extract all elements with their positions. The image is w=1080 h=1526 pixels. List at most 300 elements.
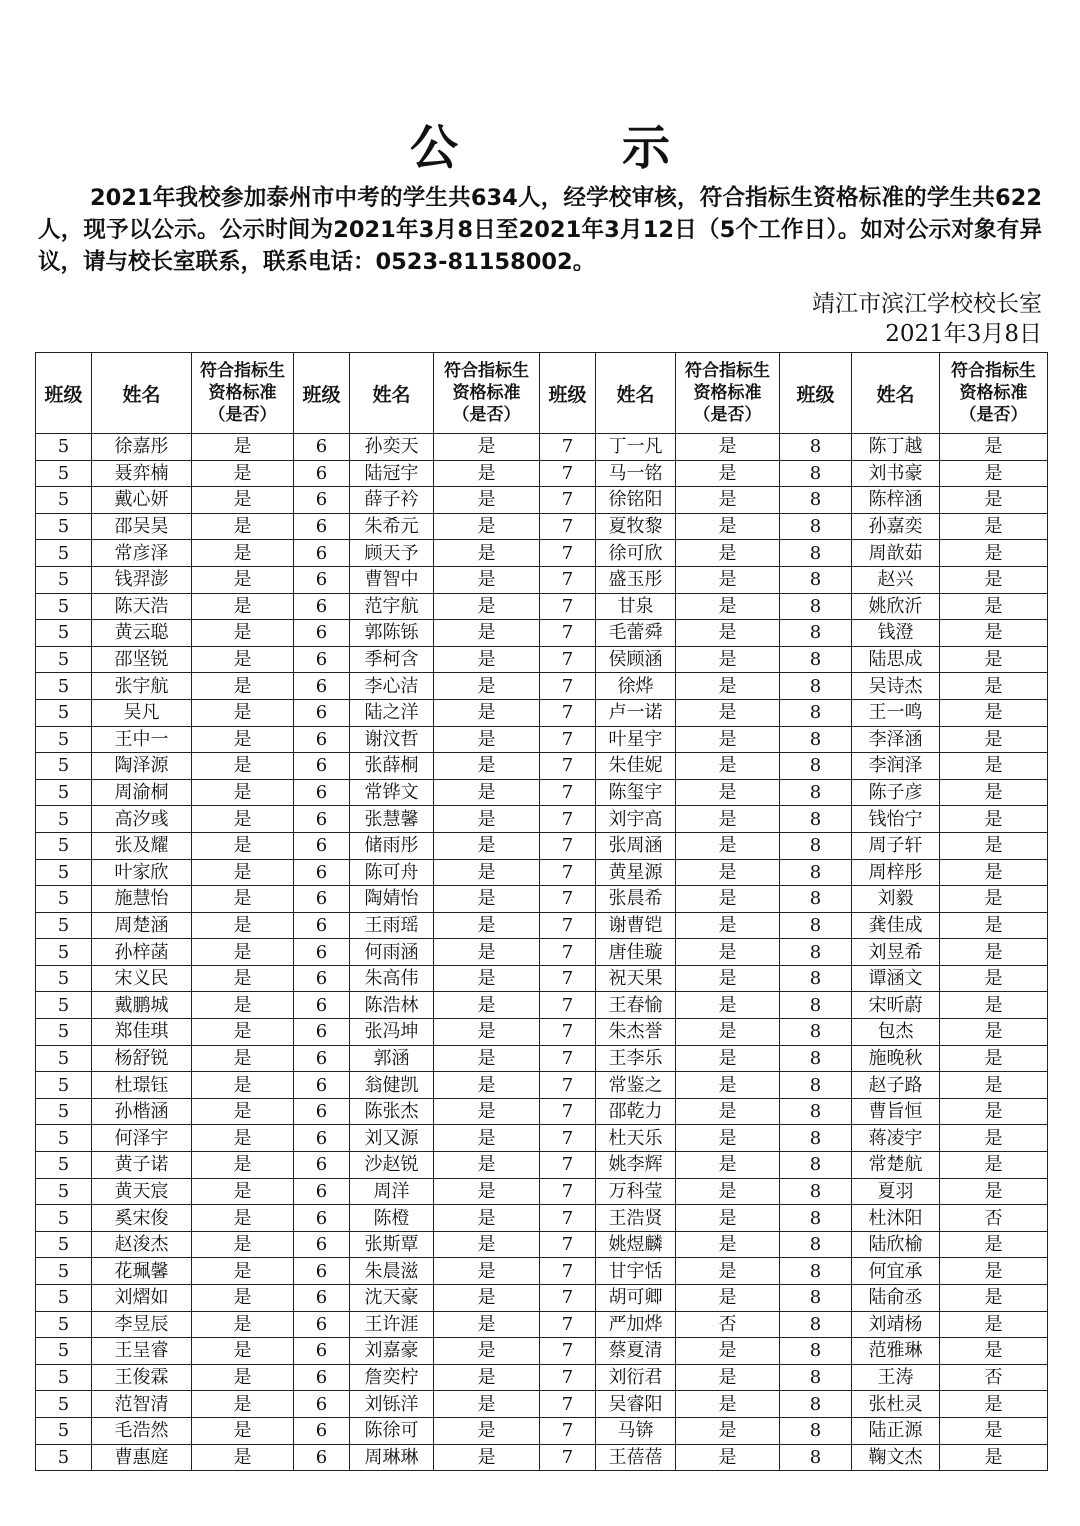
eligible-cell: 是 [192, 1019, 294, 1046]
student-name-cell: 徐烨 [596, 673, 676, 700]
table-row [36, 540, 1048, 567]
eligible-cell: 是 [676, 434, 780, 461]
student-name-cell: 刘宇高 [596, 806, 676, 833]
student-name-cell: 张冯坤 [350, 1019, 434, 1046]
class-cell: 6 [294, 806, 350, 833]
class-cell: 7 [540, 912, 596, 939]
class-cell: 7 [540, 832, 596, 859]
eligible-cell: 是 [940, 965, 1048, 992]
class-cell: 6 [294, 1098, 350, 1125]
student-name-cell: 杜天乐 [596, 1125, 676, 1152]
eligible-cell: 是 [676, 753, 780, 780]
student-name-cell: 沈天豪 [350, 1285, 434, 1312]
student-name-cell: 宋义民 [92, 965, 192, 992]
student-name-cell: 曹旨恒 [852, 1098, 940, 1125]
student-name-cell: 陆冠宇 [350, 460, 434, 487]
table-row [36, 1019, 1048, 1046]
class-cell: 6 [294, 1152, 350, 1179]
eligible-cell: 是 [940, 566, 1048, 593]
eligible-cell: 是 [192, 593, 294, 620]
class-cell: 7 [540, 487, 596, 514]
eligible-cell: 是 [676, 620, 780, 647]
student-name-cell: 周楚涵 [92, 912, 192, 939]
student-name-cell: 何雨涵 [350, 939, 434, 966]
eligible-cell: 是 [434, 1178, 540, 1205]
eligible-cell: 是 [434, 886, 540, 913]
eligible-cell: 是 [434, 620, 540, 647]
student-name-cell: 王涛 [852, 1364, 940, 1391]
class-cell: 8 [780, 912, 852, 939]
class-cell: 8 [780, 832, 852, 859]
eligible-cell: 是 [676, 886, 780, 913]
eligible-cell: 是 [434, 1364, 540, 1391]
class-cell: 5 [36, 1258, 92, 1285]
eligible-cell: 是 [676, 726, 780, 753]
class-cell: 8 [780, 1444, 852, 1471]
student-name-cell: 陶泽源 [92, 753, 192, 780]
table-row [36, 1417, 1048, 1444]
class-cell: 6 [294, 1364, 350, 1391]
student-name-cell: 陈丁越 [852, 434, 940, 461]
class-cell: 7 [540, 859, 596, 886]
class-cell: 5 [36, 593, 92, 620]
class-cell: 8 [780, 1178, 852, 1205]
student-name-cell: 杜璟钰 [92, 1072, 192, 1099]
class-cell: 5 [36, 779, 92, 806]
student-name-cell: 吴睿阳 [596, 1391, 676, 1418]
eligible-cell: 是 [434, 434, 540, 461]
student-name-cell: 叶家欣 [92, 859, 192, 886]
eligible-cell: 否 [940, 1364, 1048, 1391]
student-name-cell: 高汐彧 [92, 806, 192, 833]
eligible-cell: 是 [192, 1311, 294, 1338]
class-cell: 6 [294, 540, 350, 567]
class-cell: 5 [36, 1125, 92, 1152]
student-name-cell: 刘熠如 [92, 1285, 192, 1312]
class-cell: 5 [36, 1072, 92, 1099]
class-cell: 5 [36, 487, 92, 514]
student-name-cell: 戴心妍 [92, 487, 192, 514]
class-cell: 5 [36, 939, 92, 966]
class-cell: 7 [540, 1098, 596, 1125]
student-name-cell: 刘毅 [852, 886, 940, 913]
student-name-cell: 黄星源 [596, 859, 676, 886]
eligible-cell: 是 [940, 1178, 1048, 1205]
class-cell: 5 [36, 965, 92, 992]
student-name-cell: 赵兴 [852, 566, 940, 593]
student-name-cell: 钱羿澎 [92, 566, 192, 593]
header-class: 班级 [294, 353, 350, 434]
eligible-cell: 是 [192, 1391, 294, 1418]
eligible-cell: 是 [434, 673, 540, 700]
eligible-cell: 是 [434, 832, 540, 859]
class-cell: 8 [780, 726, 852, 753]
table-row [36, 779, 1048, 806]
notice-paragraph: 2021年我校参加泰州市中考的学生共634人，经学校审核，符合指标生资格标准的学生共622人，现予以公示。公示时间为2021年3月8日至2021年3月12日（5个工作日）。如对公示对象有异议，请与校长室联系，联系电话：0523-81158002。 [38, 185, 1042, 275]
eligible-cell: 是 [434, 593, 540, 620]
eligible-cell: 是 [940, 992, 1048, 1019]
student-name-cell: 薛子衿 [350, 487, 434, 514]
class-cell: 7 [540, 593, 596, 620]
student-name-cell: 卢一诺 [596, 699, 676, 726]
student-name-cell: 周歆茹 [852, 540, 940, 567]
eligible-cell: 是 [434, 965, 540, 992]
class-cell: 5 [36, 1285, 92, 1312]
eligible-cell: 是 [940, 673, 1048, 700]
eligible-cell: 是 [434, 753, 540, 780]
student-name-cell: 徐铭阳 [596, 487, 676, 514]
student-name-cell: 邵吴昊 [92, 513, 192, 540]
header-class: 班级 [36, 353, 92, 434]
student-name-cell: 储雨彤 [350, 832, 434, 859]
eligible-cell: 是 [434, 1391, 540, 1418]
student-name-cell: 孙奕天 [350, 434, 434, 461]
eligible-cell: 是 [940, 912, 1048, 939]
eligible-cell: 是 [192, 753, 294, 780]
student-name-cell: 孙嘉奕 [852, 513, 940, 540]
class-cell: 8 [780, 1311, 852, 1338]
student-name-cell: 蔡夏清 [596, 1338, 676, 1365]
class-cell: 5 [36, 1019, 92, 1046]
student-name-cell: 张及耀 [92, 832, 192, 859]
class-cell: 5 [36, 1338, 92, 1365]
table-row [36, 832, 1048, 859]
class-cell: 8 [780, 673, 852, 700]
student-name-cell: 詹奕柠 [350, 1364, 434, 1391]
class-cell: 7 [540, 753, 596, 780]
student-name-cell: 黄子诺 [92, 1152, 192, 1179]
student-name-cell: 郭涵 [350, 1045, 434, 1072]
table-row [36, 1338, 1048, 1365]
class-cell: 5 [36, 1045, 92, 1072]
student-name-cell: 祝天果 [596, 965, 676, 992]
eligible-cell: 是 [434, 487, 540, 514]
eligible-cell: 是 [192, 646, 294, 673]
student-name-cell: 刘铄洋 [350, 1391, 434, 1418]
eligible-cell: 是 [434, 726, 540, 753]
student-name-cell: 王一鸣 [852, 699, 940, 726]
student-name-cell: 徐可欣 [596, 540, 676, 567]
student-name-cell: 王春愉 [596, 992, 676, 1019]
class-cell: 7 [540, 992, 596, 1019]
student-name-cell: 谢汶哲 [350, 726, 434, 753]
student-name-cell: 宋昕蔚 [852, 992, 940, 1019]
eligible-cell: 是 [940, 1231, 1048, 1258]
class-cell: 8 [780, 779, 852, 806]
student-name-cell: 钱怡宁 [852, 806, 940, 833]
eligible-cell: 是 [676, 1285, 780, 1312]
student-name-cell: 龚佳成 [852, 912, 940, 939]
student-name-cell: 万科莹 [596, 1178, 676, 1205]
student-name-cell: 张宇航 [92, 673, 192, 700]
class-cell: 8 [780, 1338, 852, 1365]
student-name-cell: 张慧馨 [350, 806, 434, 833]
table-row [36, 434, 1048, 461]
class-cell: 6 [294, 886, 350, 913]
class-cell: 5 [36, 912, 92, 939]
eligible-cell: 是 [676, 646, 780, 673]
eligible-cell: 是 [940, 806, 1048, 833]
student-name-cell: 刘衍君 [596, 1364, 676, 1391]
class-cell: 7 [540, 1444, 596, 1471]
eligible-cell: 是 [676, 912, 780, 939]
class-cell: 6 [294, 832, 350, 859]
class-cell: 5 [36, 726, 92, 753]
eligible-cell: 是 [940, 886, 1048, 913]
header-eligible: 符合指标生 资格标准 （是否） [192, 353, 294, 434]
class-cell: 8 [780, 566, 852, 593]
student-name-cell: 谢曹铠 [596, 912, 676, 939]
class-cell: 5 [36, 1178, 92, 1205]
header-eligible: 符合指标生 资格标准 （是否） [940, 353, 1048, 434]
class-cell: 5 [36, 886, 92, 913]
student-name-cell: 陈子彦 [852, 779, 940, 806]
eligible-cell: 是 [192, 886, 294, 913]
student-name-cell: 赵浚杰 [92, 1231, 192, 1258]
eligible-cell: 是 [676, 673, 780, 700]
class-cell: 8 [780, 593, 852, 620]
class-cell: 8 [780, 859, 852, 886]
class-cell: 6 [294, 646, 350, 673]
eligible-cell: 是 [434, 1205, 540, 1232]
student-name-cell: 常彦泽 [92, 540, 192, 567]
class-cell: 8 [780, 1417, 852, 1444]
class-cell: 6 [294, 1338, 350, 1365]
student-name-cell: 姚煜麟 [596, 1231, 676, 1258]
student-name-cell: 胡可卿 [596, 1285, 676, 1312]
eligible-cell: 是 [940, 1285, 1048, 1312]
eligible-cell: 是 [192, 513, 294, 540]
header-class: 班级 [780, 353, 852, 434]
eligible-cell: 是 [940, 1338, 1048, 1365]
student-name-cell: 谭涵文 [852, 965, 940, 992]
eligible-cell: 是 [676, 540, 780, 567]
student-name-cell: 范宇航 [350, 593, 434, 620]
eligible-cell: 是 [434, 1152, 540, 1179]
class-cell: 5 [36, 1098, 92, 1125]
table-row [36, 699, 1048, 726]
eligible-cell: 是 [434, 1285, 540, 1312]
student-name-cell: 陈可舟 [350, 859, 434, 886]
class-cell: 5 [36, 753, 92, 780]
table-row [36, 753, 1048, 780]
student-name-cell: 聂弈楠 [92, 460, 192, 487]
student-name-cell: 甘泉 [596, 593, 676, 620]
student-name-cell: 李昱辰 [92, 1311, 192, 1338]
class-cell: 6 [294, 1258, 350, 1285]
class-cell: 7 [540, 965, 596, 992]
class-cell: 6 [294, 1205, 350, 1232]
eligible-cell: 是 [676, 1125, 780, 1152]
student-name-cell: 张斯覃 [350, 1231, 434, 1258]
student-name-cell: 花珮馨 [92, 1258, 192, 1285]
class-cell: 7 [540, 513, 596, 540]
student-name-cell: 严加烨 [596, 1311, 676, 1338]
eligible-cell: 是 [192, 620, 294, 647]
class-cell: 6 [294, 1231, 350, 1258]
page-title: 公 示 [409, 120, 728, 176]
class-cell: 8 [780, 753, 852, 780]
eligible-cell: 是 [192, 1285, 294, 1312]
student-name-cell: 常楚航 [852, 1152, 940, 1179]
student-name-cell: 施晚秋 [852, 1045, 940, 1072]
class-cell: 7 [540, 1125, 596, 1152]
student-name-cell: 王蓓蓓 [596, 1444, 676, 1471]
class-cell: 6 [294, 753, 350, 780]
eligible-cell: 是 [192, 699, 294, 726]
header-name: 姓名 [596, 353, 676, 434]
eligible-cell: 是 [940, 1152, 1048, 1179]
eligible-cell: 是 [940, 1311, 1048, 1338]
student-name-cell: 刘又源 [350, 1125, 434, 1152]
eligible-cell: 是 [434, 1338, 540, 1365]
eligible-cell: 是 [192, 1364, 294, 1391]
class-cell: 6 [294, 460, 350, 487]
eligible-cell: 是 [676, 992, 780, 1019]
class-cell: 8 [780, 620, 852, 647]
eligible-cell: 是 [940, 779, 1048, 806]
student-name-cell: 孙梓菡 [92, 939, 192, 966]
class-cell: 8 [780, 1098, 852, 1125]
student-name-cell: 何宜承 [852, 1258, 940, 1285]
eligible-cell: 是 [940, 939, 1048, 966]
eligible-cell: 是 [676, 1178, 780, 1205]
student-name-cell: 张薛桐 [350, 753, 434, 780]
table-row [36, 1444, 1048, 1471]
class-cell: 6 [294, 699, 350, 726]
student-name-cell: 沙赵锐 [350, 1152, 434, 1179]
eligible-cell: 是 [192, 1417, 294, 1444]
eligible-cell: 是 [676, 699, 780, 726]
signer-office: 靖江市滨江学校校长室 [812, 291, 1042, 317]
student-name-cell: 王雨瑶 [350, 912, 434, 939]
eligible-cell: 是 [434, 1311, 540, 1338]
class-cell: 8 [780, 699, 852, 726]
class-cell: 8 [780, 1072, 852, 1099]
eligible-cell: 是 [192, 673, 294, 700]
table-row [36, 566, 1048, 593]
class-cell: 8 [780, 513, 852, 540]
class-cell: 7 [540, 566, 596, 593]
class-cell: 5 [36, 1152, 92, 1179]
class-cell: 7 [540, 886, 596, 913]
student-name-cell: 王俊霖 [92, 1364, 192, 1391]
class-cell: 8 [780, 487, 852, 514]
eligible-cell: 是 [676, 832, 780, 859]
student-name-cell: 毛浩然 [92, 1417, 192, 1444]
student-name-cell: 周琳琳 [350, 1444, 434, 1471]
eligible-cell: 是 [434, 992, 540, 1019]
class-cell: 7 [540, 620, 596, 647]
class-cell: 6 [294, 726, 350, 753]
student-name-cell: 王呈睿 [92, 1338, 192, 1365]
student-name-cell: 周洋 [350, 1178, 434, 1205]
eligible-cell: 是 [940, 620, 1048, 647]
eligible-cell: 是 [676, 1019, 780, 1046]
class-cell: 7 [540, 1258, 596, 1285]
table-row [36, 646, 1048, 673]
class-cell: 7 [540, 646, 596, 673]
eligible-cell: 是 [676, 1364, 780, 1391]
table-row [36, 1231, 1048, 1258]
student-name-cell: 刘昱希 [852, 939, 940, 966]
eligible-cell: 是 [192, 1098, 294, 1125]
class-cell: 6 [294, 1311, 350, 1338]
class-cell: 8 [780, 434, 852, 461]
class-cell: 6 [294, 1417, 350, 1444]
class-cell: 5 [36, 1311, 92, 1338]
eligible-cell: 是 [192, 965, 294, 992]
eligible-cell: 是 [192, 1152, 294, 1179]
table-row [36, 1285, 1048, 1312]
student-name-cell: 朱杰誉 [596, 1019, 676, 1046]
class-cell: 8 [780, 1205, 852, 1232]
eligible-cell: 是 [434, 1258, 540, 1285]
eligible-cell: 是 [434, 1045, 540, 1072]
eligible-cell: 是 [940, 1391, 1048, 1418]
student-name-cell: 陈玺宇 [596, 779, 676, 806]
eligible-cell: 是 [676, 1338, 780, 1365]
student-name-cell: 刘书豪 [852, 460, 940, 487]
student-name-cell: 叶星宇 [596, 726, 676, 753]
eligible-cell: 是 [192, 566, 294, 593]
eligible-cell: 否 [676, 1311, 780, 1338]
class-cell: 7 [540, 540, 596, 567]
student-name-cell: 邵乾力 [596, 1098, 676, 1125]
student-name-cell: 蒋凌宇 [852, 1125, 940, 1152]
table-row [36, 1364, 1048, 1391]
class-cell: 8 [780, 646, 852, 673]
student-name-cell: 徐嘉彤 [92, 434, 192, 461]
class-cell: 8 [780, 965, 852, 992]
class-cell: 6 [294, 1178, 350, 1205]
student-name-cell: 马锛 [596, 1417, 676, 1444]
eligible-cell: 是 [434, 1231, 540, 1258]
table-row [36, 1311, 1048, 1338]
class-cell: 8 [780, 1391, 852, 1418]
eligible-cell: 是 [940, 540, 1048, 567]
eligible-cell: 是 [434, 806, 540, 833]
class-cell: 8 [780, 1125, 852, 1152]
class-cell: 7 [540, 939, 596, 966]
eligible-cell: 是 [940, 832, 1048, 859]
student-name-cell: 杨舒锐 [92, 1045, 192, 1072]
table-row [36, 992, 1048, 1019]
class-cell: 8 [780, 1019, 852, 1046]
class-cell: 8 [780, 1152, 852, 1179]
class-cell: 7 [540, 1417, 596, 1444]
eligible-cell: 是 [676, 859, 780, 886]
class-cell: 5 [36, 566, 92, 593]
student-name-cell: 姚李辉 [596, 1152, 676, 1179]
eligible-cell: 是 [192, 1205, 294, 1232]
class-cell: 6 [294, 965, 350, 992]
eligible-cell: 是 [676, 939, 780, 966]
student-name-cell: 黄天宸 [92, 1178, 192, 1205]
class-cell: 7 [540, 1311, 596, 1338]
student-name-cell: 张周涵 [596, 832, 676, 859]
class-cell: 5 [36, 806, 92, 833]
eligible-cell: 是 [676, 779, 780, 806]
eligible-cell: 是 [940, 1072, 1048, 1099]
table-row [36, 1178, 1048, 1205]
class-cell: 5 [36, 1205, 92, 1232]
eligible-cell: 是 [676, 460, 780, 487]
eligible-cell: 是 [192, 460, 294, 487]
class-cell: 7 [540, 699, 596, 726]
class-cell: 6 [294, 620, 350, 647]
eligible-cell: 是 [192, 487, 294, 514]
